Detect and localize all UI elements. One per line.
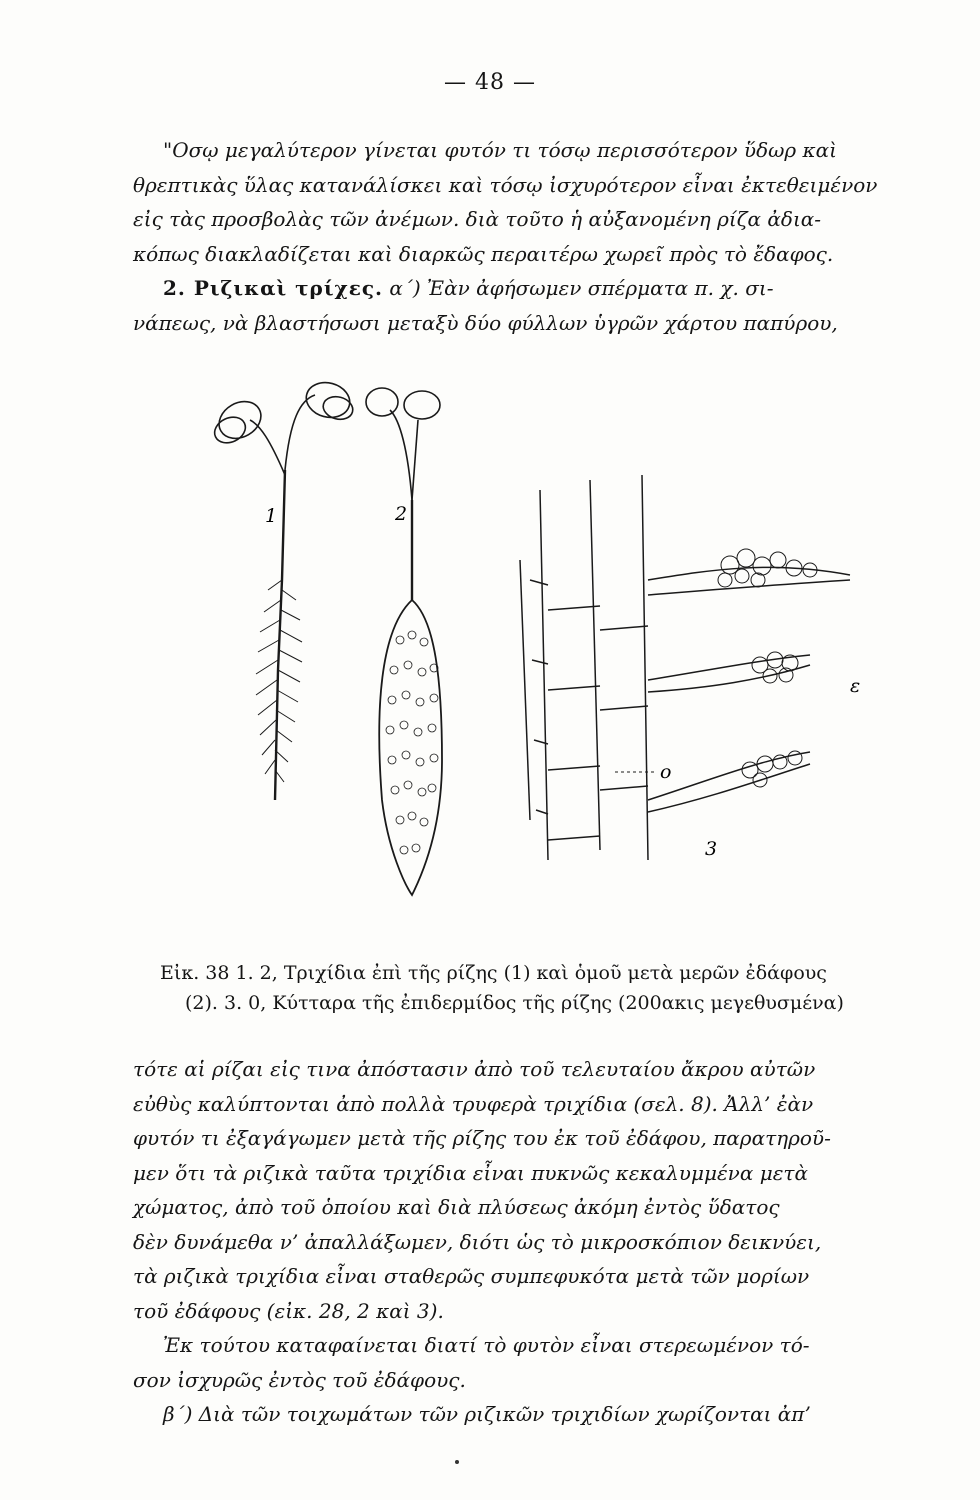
text-line: σον ἰσχυρῶς ἐντὸς τοῦ ἐδάφους. — [133, 1367, 466, 1392]
text-line: θρεπτικὰς ὕλας κατανάλίσκει καὶ τόσῳ ἰσχυρότερον εἶναι ἐκτεθειμένον — [133, 172, 878, 197]
seedling-2-drawing — [366, 388, 442, 895]
text-line: εὐθὺς καλύπτονται ἀπὸ πολλὰ τρυφερὰ τριχίδια (σελ. 8). Ἀλλ’ ἐὰν — [133, 1091, 814, 1116]
caption-line: (2). 3. 0, Κύτταρα τῆς ἐπιδερμίδος τῆς ρίζης (200ακις μεγεθυσμένα) — [185, 992, 844, 1014]
text-line: Ἐκ τούτου καταφαίνεται διατί τὸ φυτὸν εἶναι στερεωμένον τό- — [163, 1333, 810, 1357]
page-number: — 48 — — [444, 70, 536, 95]
text-line: "Οσῳ μεγαλύτερον γίνεται φυτόν τι τόσῳ περισσότερον ὕδωρ καὶ — [163, 138, 837, 162]
epidermis-cells-drawing — [520, 475, 850, 860]
figure-illustration — [150, 380, 870, 940]
root-hairs-figure — [150, 380, 870, 940]
text-line: νάπεως, νὰ βλαστήσωσι μεταξὺ δύο φύλλων ὑγρῶν χάρτου παπύρου, — [133, 310, 838, 335]
label-2: 2 — [395, 503, 408, 525]
text-line: φυτόν τι ἐξαγάγωμεν μετὰ τῆς ρίζης του ἐκ τοῦ ἐδάφου, παρατηροῦ- — [133, 1126, 831, 1150]
top-paragraph — [133, 133, 938, 340]
text-line: τοῦ ἐδάφους (εἰκ. 28, 2 καὶ 3). — [133, 1298, 444, 1323]
label-1: 1 — [265, 505, 278, 527]
section-line — [133, 271, 938, 306]
text-line: τότε αἱ ρίζαι εἰς τινα ἀπόστασιν ἀπὸ τοῦ τελευταίου ἄκρου αὐτῶν — [133, 1057, 816, 1081]
text-line: κόπως διακλαδίζεται καὶ διαρκῶς περαιτέρω χωρεῖ πρὸς τὸ ἔδαφος. — [133, 241, 834, 266]
text-line: τὰ ριζικὰ τριχίδια εἶναι σταθερῶς συμπεφυκότα μετὰ τῶν μορίων — [133, 1264, 810, 1288]
label-3: 3 — [705, 838, 718, 860]
text-line: μεν ὅτι τὰ ριζικὰ ταῦτα τριχίδια εἶναι πυκνῶς κεκαλυμμένα μετὰ — [133, 1160, 808, 1185]
text-line: χώματος, ἀπὸ τοῦ ὁποίου καὶ διὰ πλύσεως ἀκόμη ἐντὸς ὕδατος — [133, 1195, 780, 1219]
page-mark — [455, 1460, 459, 1464]
text-line: εἰς τὰς προσβολὰς τῶν ἀνέμων. διὰ τοῦτο ἡ αὐξανομένη ρίζα ἀδια- — [133, 207, 822, 231]
text-line: δὲν δυνάμεθα ν’ ἀπαλλάξωμεν, διότι ὡς τὸ μικροσκόπιον δεικνύει, — [133, 1229, 822, 1254]
section-heading: 2. Ριζικαὶ τρίχες. — [163, 276, 383, 300]
text-line: α΄) Ἐὰν ἀφήσωμεν σπέρματα π. χ. σι- — [389, 276, 774, 300]
label-epsilon: ε — [850, 675, 861, 697]
label-o: ο — [660, 761, 672, 783]
figure-caption — [160, 958, 950, 1018]
caption-line: Εἰκ. 38 1. 2, Τριχίδια ἐπὶ τῆς ρίζης (1) καὶ ὁμοῦ μετὰ μερῶν ἐδάφους — [160, 962, 827, 984]
seedling-1-drawing — [210, 380, 355, 800]
bottom-paragraph — [133, 1052, 938, 1432]
text-line: β΄) Διὰ τῶν τοιχωμάτων τῶν ριζικῶν τριχιδίων χωρίζονται ἀπ’ — [163, 1402, 811, 1426]
